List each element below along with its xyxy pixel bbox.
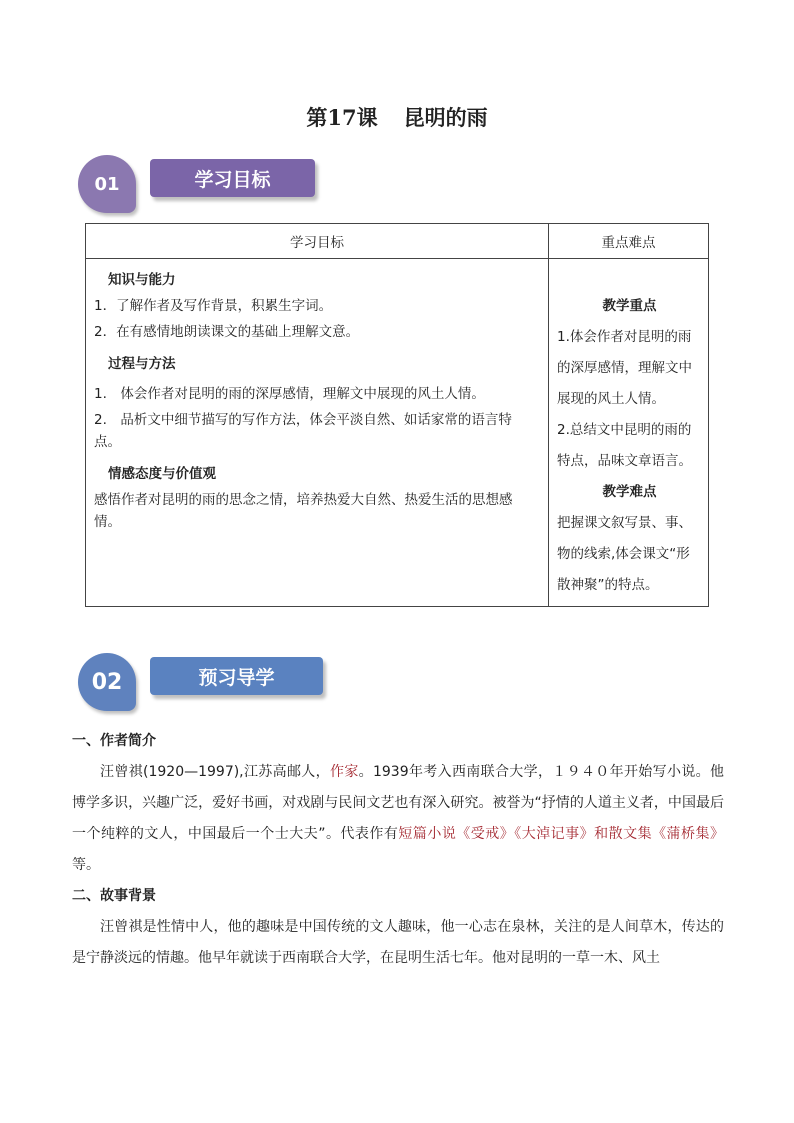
author-paragraph: 汪曾祺(1920—1997),江苏高邮人，作家。1939年考入西南联合大学，１９４０年开始写小说。他博学多识，兴趣广泛，爱好书画，对戏剧与民间文艺也有深入研究。被誉为“抒情的人道主义者，中国最后一个纯粹的文人，中国最后一个士大夫”。代表作有短篇小说《受戒》《大淖记事》和散文集《蒲桥集》等。 [72, 764, 724, 873]
section-header-goals [78, 155, 338, 213]
focus-cell [549, 259, 709, 607]
goal-item: 1．了解作者及写作背景，积累生字词。 [94, 298, 333, 314]
goal-heading-process: 过程与方法 [108, 356, 176, 372]
goal-item: 1. 体会作者对昆明的雨的深厚感情，理解文中展现的风土人情。 [94, 386, 485, 402]
focus-heading-difficult: 教学难点 [602, 484, 657, 500]
focus-heading-key: 教学重点 [602, 298, 657, 314]
table-header-focus: 重点难点 [549, 224, 709, 259]
focus-item: 2.总结文中昆明的雨的特点，品味文章语言。 [557, 422, 692, 469]
goals-table [85, 223, 709, 607]
goal-item: 感悟作者对昆明的雨的思念之情，培养热爱大自然、热爱生活的思想感情。 [94, 492, 513, 530]
goals-cell [86, 259, 549, 607]
page-title [0, 102, 794, 132]
preview-content [72, 726, 724, 974]
goal-heading-knowledge: 知识与能力 [108, 272, 176, 288]
background-paragraph: 汪曾祺是性情中人，他的趣味是中国传统的文人趣味，他一心志在泉林，关注的是人间草木，传达的是宁静淡远的情趣。他早年就读于西南联合大学，在昆明生活七年。他对昆明的一草一木、风土 [72, 919, 724, 966]
focus-item: 1.体会作者对昆明的雨的深厚感情，理解文中展现的风土人情。 [557, 329, 692, 407]
background-heading: 二、故事背景 [72, 888, 156, 904]
lesson-number: 第17课 [306, 105, 378, 130]
goal-item: 2. 品析文中细节描写的写作方法，体会平淡自然、如话家常的语言特点。 [94, 412, 512, 450]
goal-heading-emotion: 情感态度与价值观 [108, 466, 216, 482]
section-number-badge: 01 [78, 155, 136, 213]
section-number-badge: 02 [78, 653, 136, 711]
goal-item: 2．在有感情地朗读课文的基础上理解文意。 [94, 324, 360, 340]
author-heading: 一、作者简介 [72, 733, 156, 749]
section-label-banner: 学习目标 [150, 159, 315, 197]
table-header-goals: 学习目标 [86, 224, 549, 259]
highlight-text: 短篇小说《受戒》《大淖记事》和散文集《蒲桥集》 [398, 826, 724, 842]
section-header-preview [78, 653, 338, 711]
lesson-name: 昆明的雨 [403, 105, 488, 130]
section-label-banner: 预习导学 [150, 657, 323, 695]
focus-item: 把握课文叙写景、事、物的线索,体会课文“形散神聚”的特点。 [557, 515, 692, 593]
highlight-text: 作家 [329, 764, 359, 780]
